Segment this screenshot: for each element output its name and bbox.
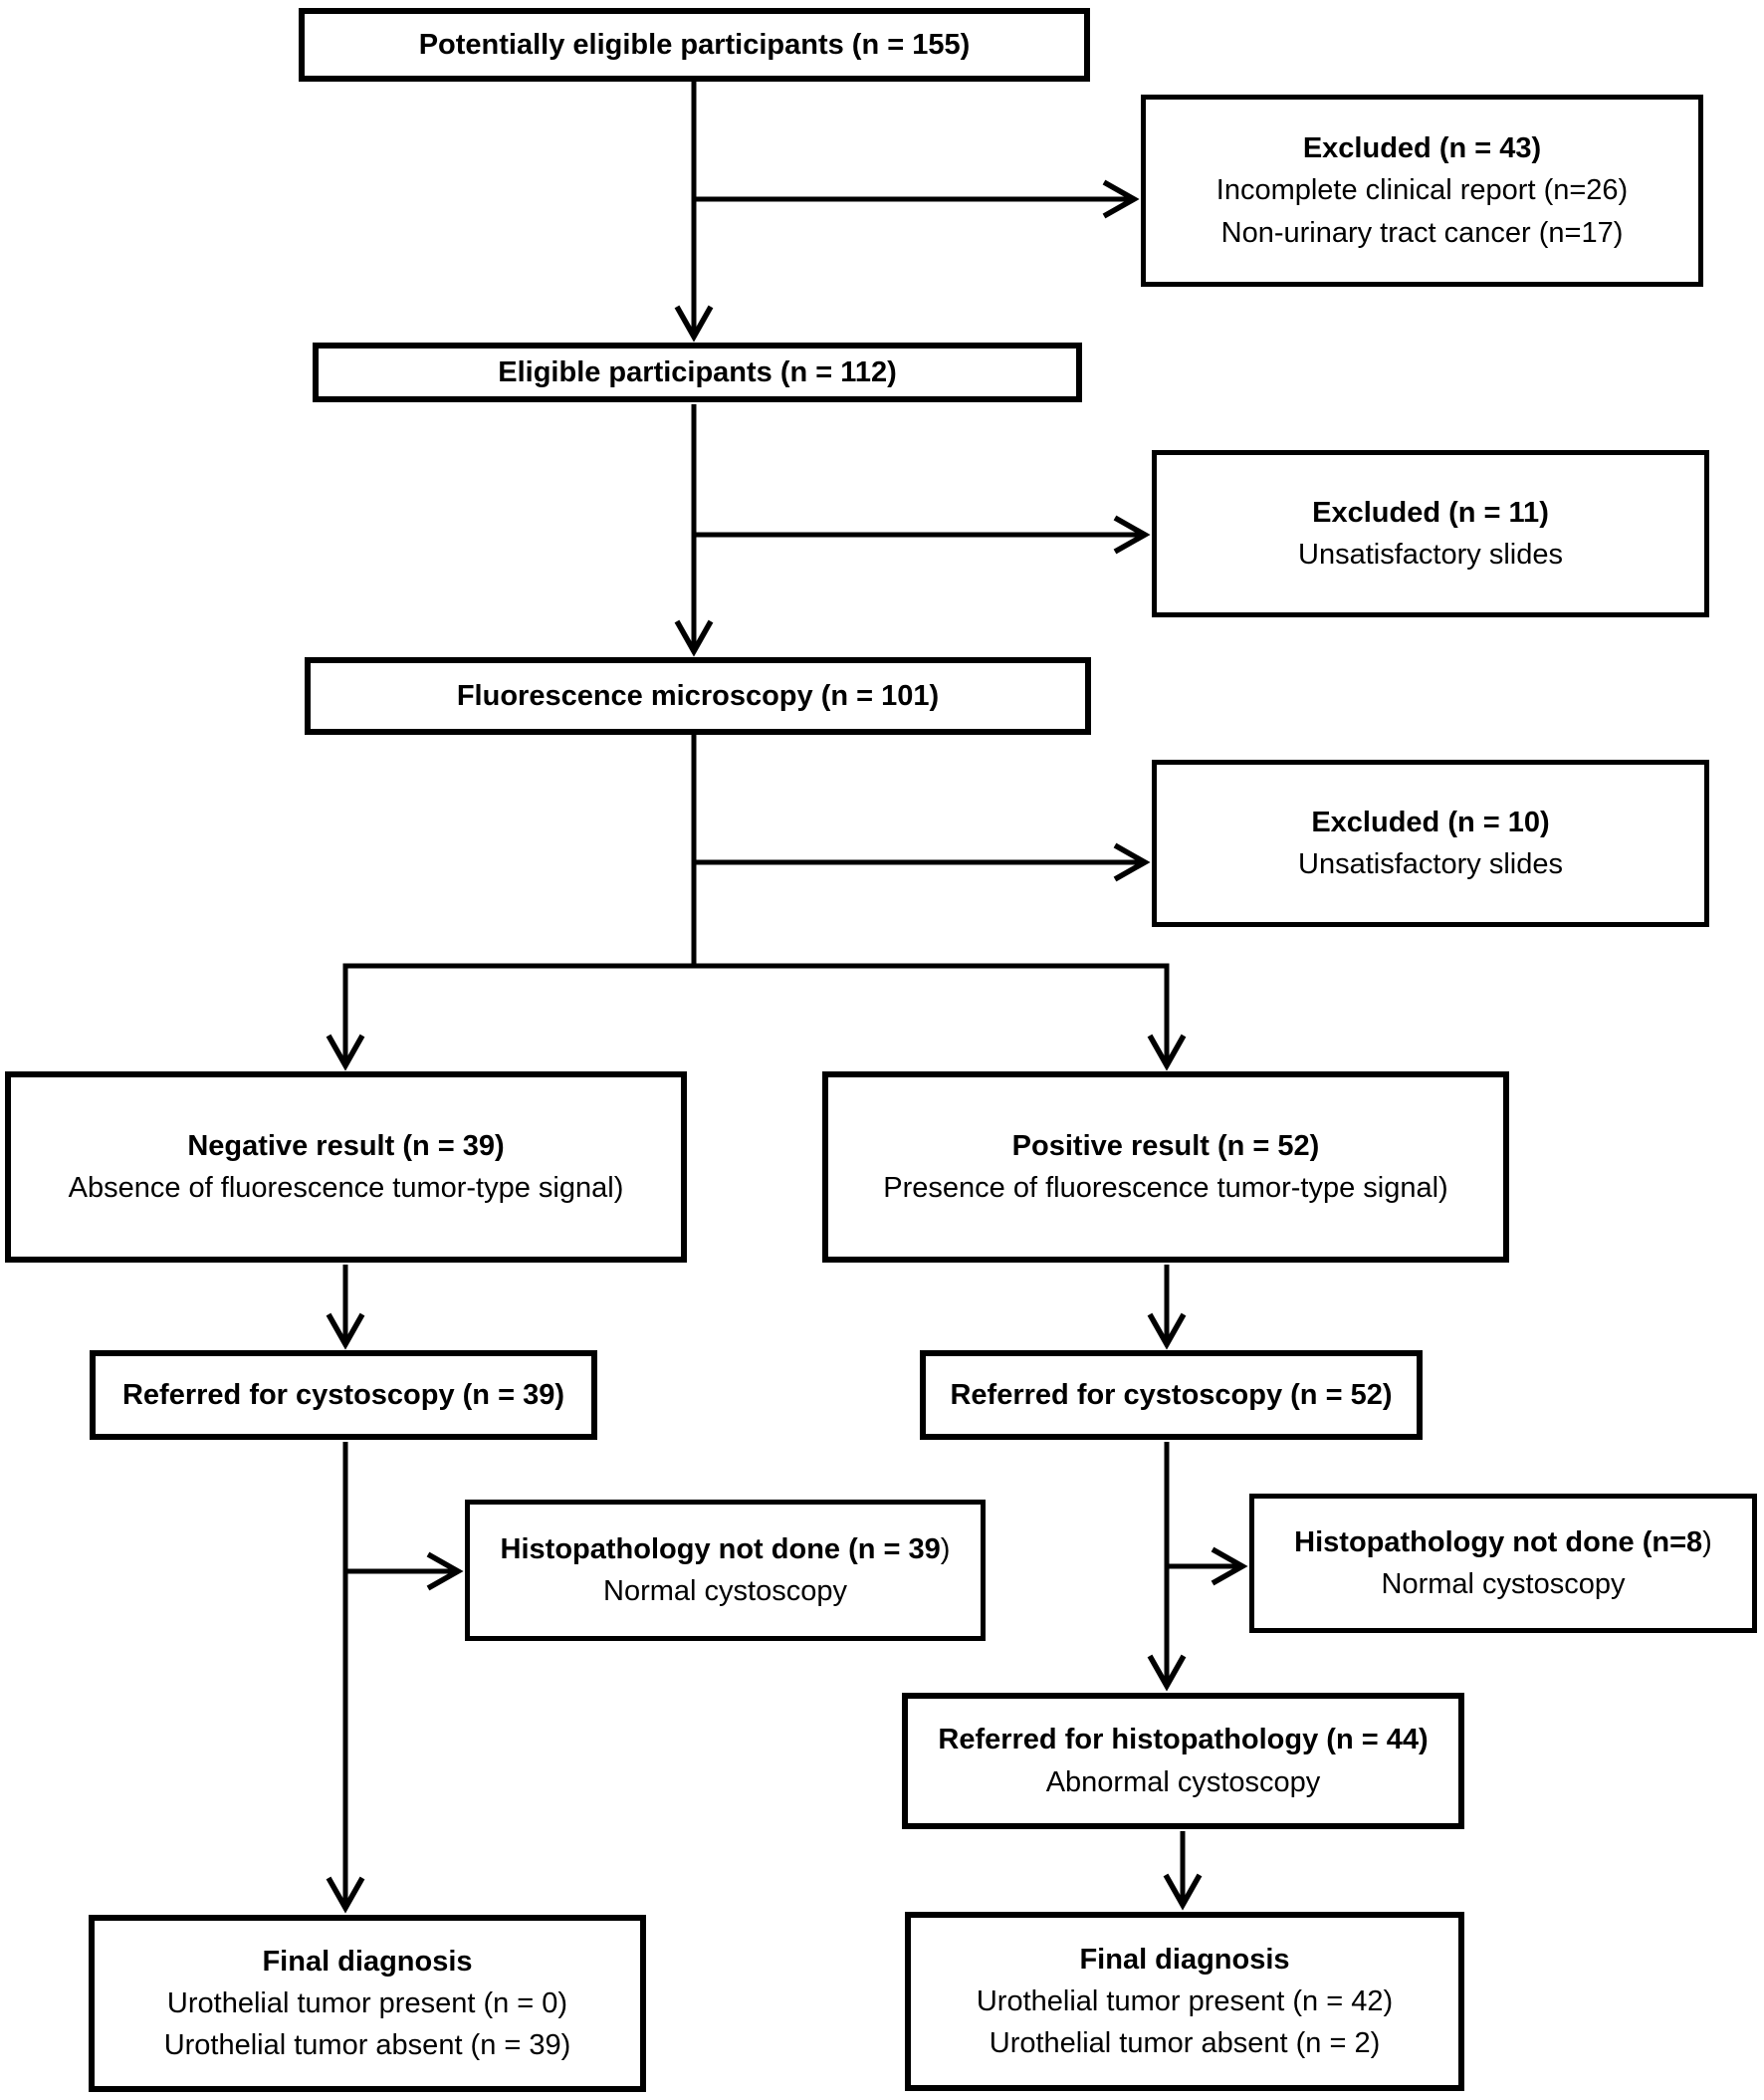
node-final-diagnosis-left: [89, 1915, 646, 2092]
node-title: Eligible participants (n = 112): [498, 355, 897, 388]
node-title: Histopathology not done (n=8): [1294, 1525, 1712, 1558]
node-excluded-43: [1141, 95, 1703, 287]
node-referred-cystoscopy-52: [920, 1350, 1423, 1440]
node-referred-histopathology: [902, 1693, 1464, 1829]
node-eligible-participants: [313, 343, 1082, 402]
node-histopathology-not-done-39: [465, 1500, 986, 1641]
node-title: Final diagnosis: [262, 1945, 473, 1978]
node-title: Potentially eligible participants (n = 155): [418, 28, 971, 61]
node-line: Absence of fluorescence tumor-type signal): [68, 1172, 624, 1204]
node-title: Excluded (n = 10): [1311, 806, 1550, 838]
node-line: Urothelial tumor present (n = 42): [976, 1984, 1394, 2017]
node-line: Normal cystoscopy: [1381, 1568, 1626, 1600]
node-line: Abnormal cystoscopy: [1045, 1765, 1321, 1798]
node-line: Urothelial tumor present (n = 0): [166, 1986, 568, 2019]
node-positive-result: [822, 1071, 1509, 1263]
node-line: Normal cystoscopy: [603, 1575, 847, 1607]
node-title: Excluded (n = 11): [1312, 496, 1549, 529]
node-title: Referred for histopathology (n = 44): [938, 1724, 1429, 1756]
node-title: Negative result (n = 39): [187, 1129, 505, 1162]
node-line: Presence of fluorescence tumor-type signal): [883, 1172, 1448, 1204]
node-referred-cystoscopy-39: [90, 1350, 597, 1440]
node-title: Excluded (n = 43): [1302, 132, 1542, 165]
node-line: Urothelial tumor absent (n = 2): [989, 2027, 1381, 2060]
node-title: Positive result (n = 52): [1011, 1129, 1320, 1162]
node-line: Unsatisfactory slides: [1298, 539, 1563, 571]
node-final-diagnosis-right: [905, 1912, 1464, 2091]
node-negative-result: [5, 1071, 687, 1263]
node-line: Non-urinary tract cancer (n=17): [1220, 216, 1624, 249]
node-title: Referred for cystoscopy (n = 52): [950, 1378, 1393, 1411]
node-title: Final diagnosis: [1079, 1943, 1290, 1976]
node-excluded-11: [1152, 450, 1709, 617]
node-title: Fluorescence microscopy (n = 101): [456, 679, 940, 712]
node-excluded-10: [1152, 760, 1709, 927]
node-line: Urothelial tumor absent (n = 39): [163, 2029, 571, 2062]
node-title: Histopathology not done (n = 39): [500, 1532, 951, 1565]
node-line: Unsatisfactory slides: [1298, 848, 1563, 880]
node-histopathology-not-done-8: [1249, 1494, 1757, 1633]
node-line: Incomplete clinical report (n=26): [1215, 174, 1629, 207]
node-potentially-eligible: [299, 8, 1090, 82]
node-title: Referred for cystoscopy (n = 39): [121, 1378, 564, 1411]
node-fluorescence-microscopy: [305, 657, 1091, 735]
